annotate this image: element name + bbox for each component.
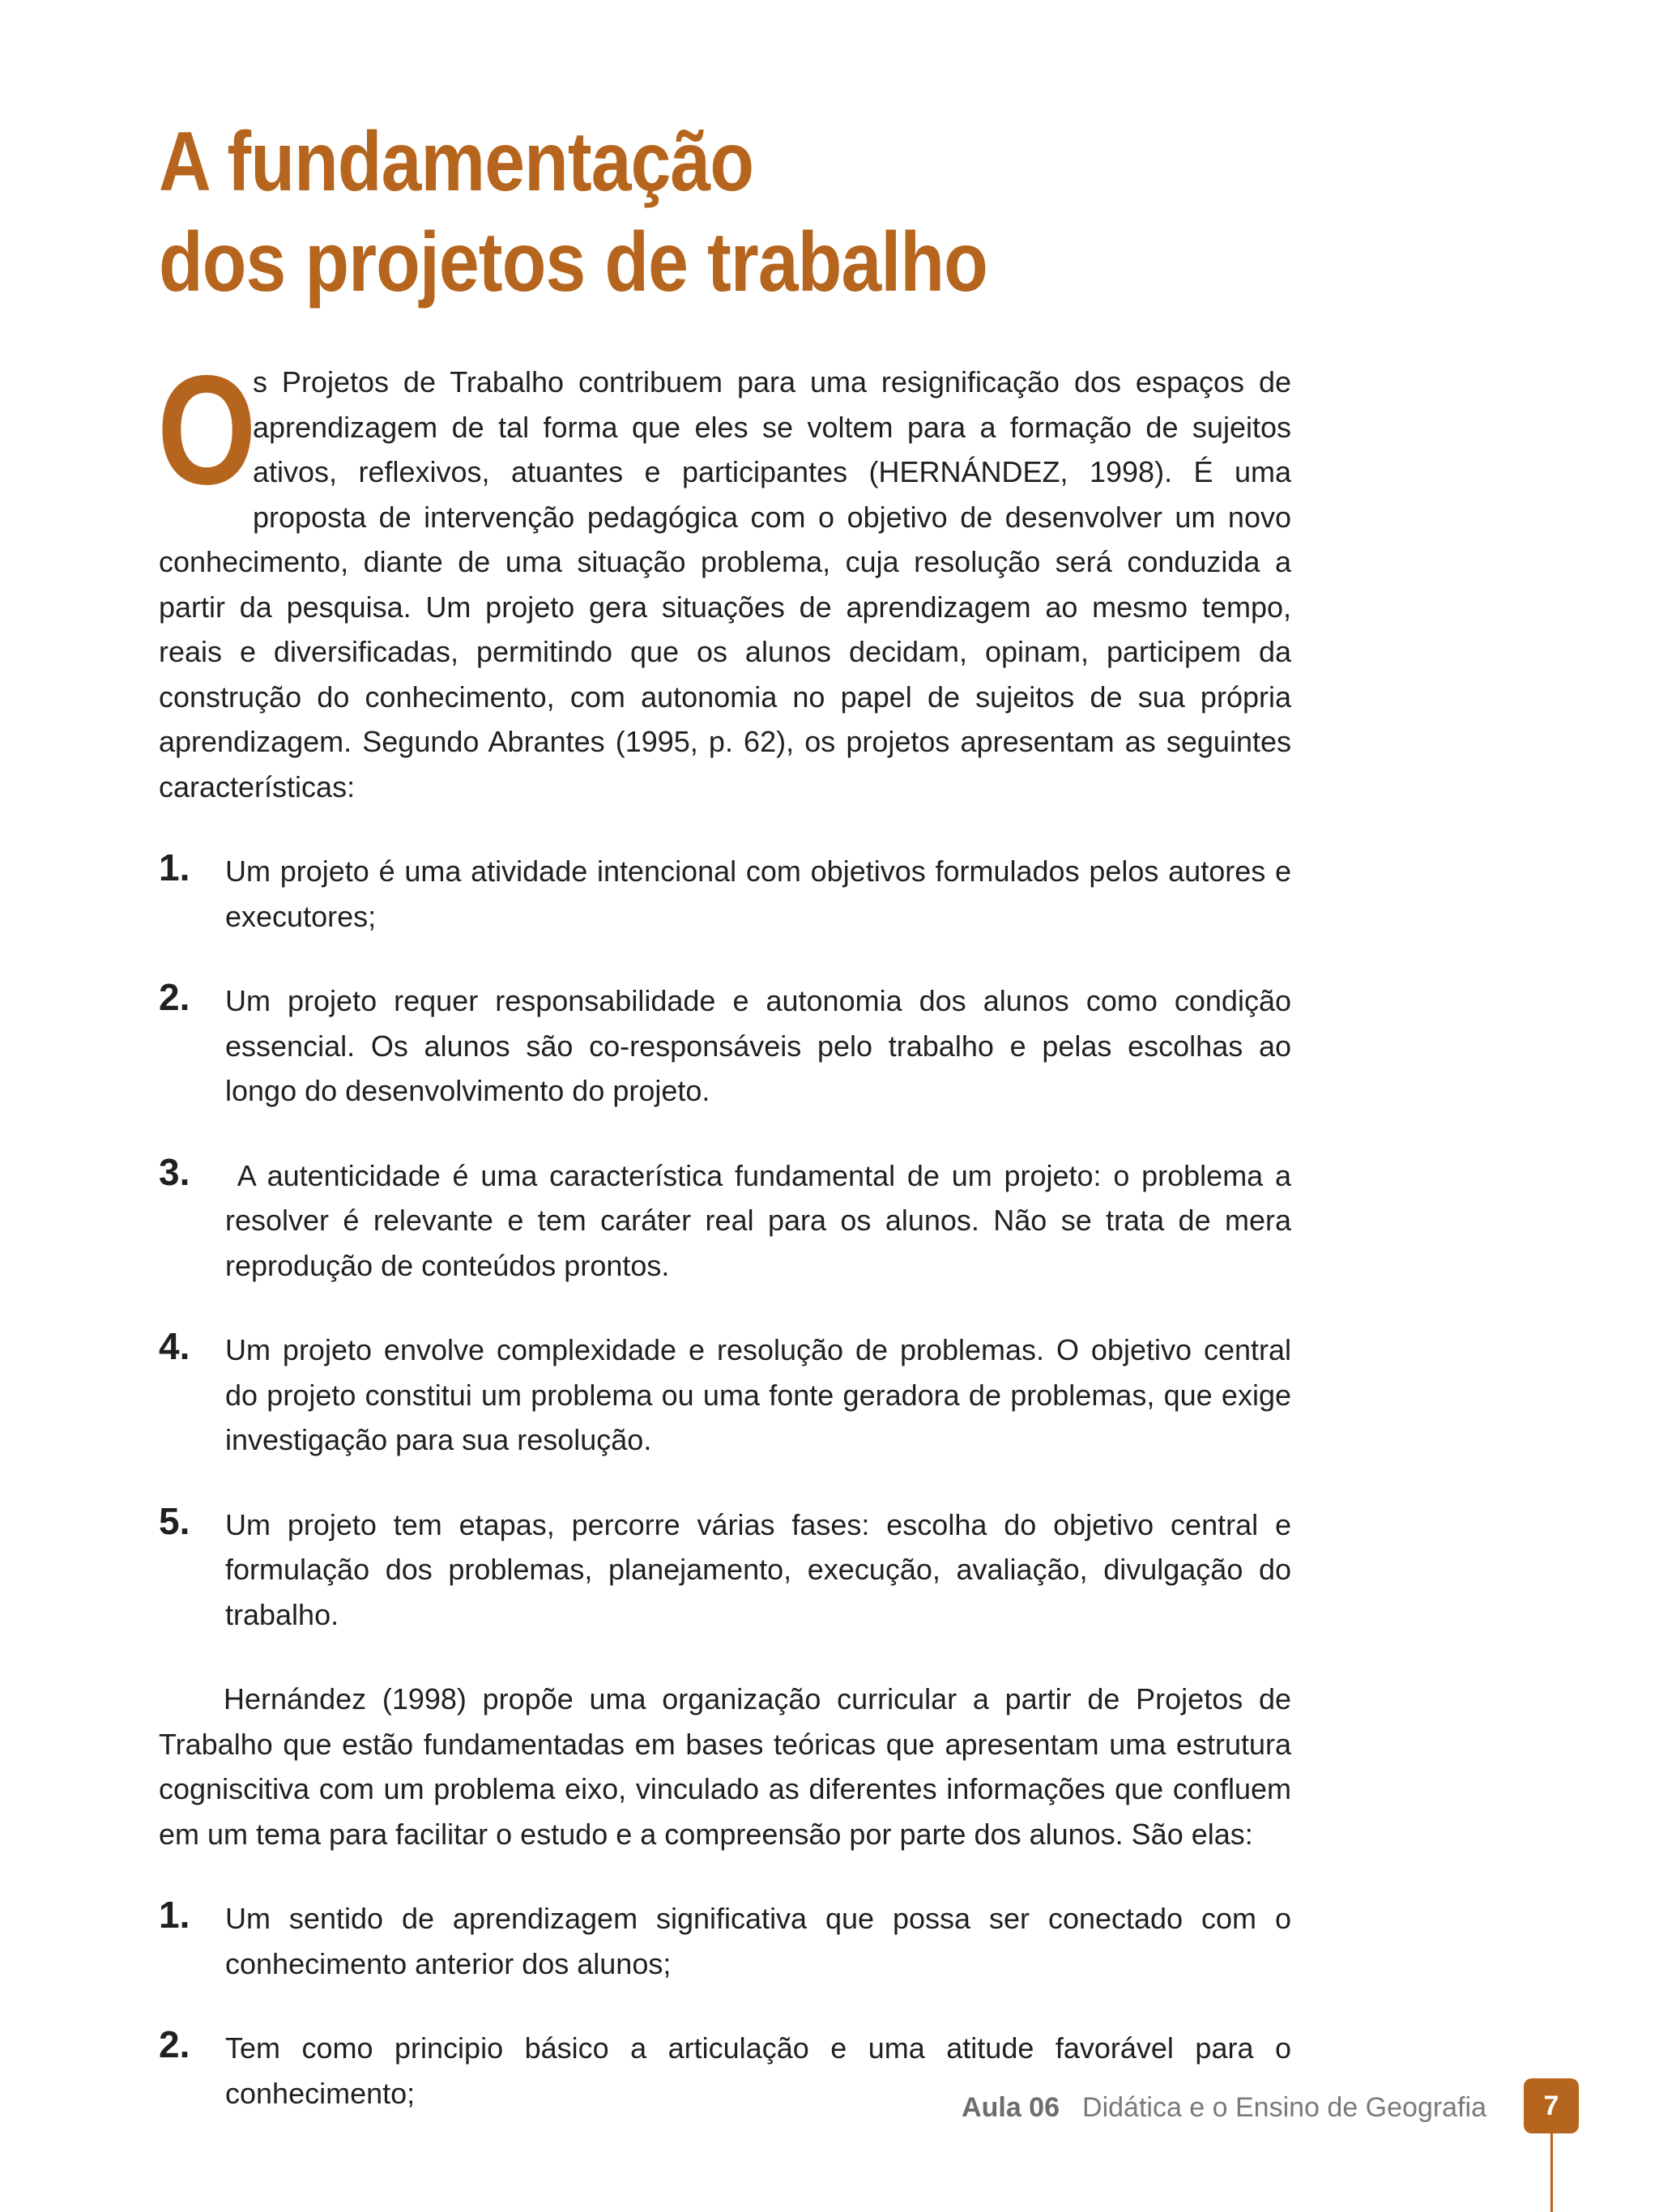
page-title <box>159 112 1204 313</box>
page-number-badge: 7 <box>1524 2078 1579 2133</box>
list-item-number: 2. <box>159 2023 190 2065</box>
footer-course-title: Didática e o Ensino de Geografia <box>1082 2092 1486 2123</box>
list-item-number: 5. <box>159 1499 190 1542</box>
list-item <box>159 1896 1291 1986</box>
list-item-text: Um projeto envolve complexidade e resolução de problemas. O objetivo central do projeto constitui um problema ou uma fonte geradora de problemas, que exige investigação para sua resolução. <box>225 1333 1291 1456</box>
page-title-line-1: A fundamentação <box>159 115 754 209</box>
list-item <box>159 1499 1291 1638</box>
intro-paragraph-text: s Projetos de Trabalho contribuem para uma resignificação dos espaços de aprendizagem de tal forma que eles se voltem para a formação de sujeitos ativos, reflexivos, atuantes e participantes (HERNÁNDEZ, 1998). É uma proposta de intervenção pedagógica com o objetivo de desenvolver um novo conhecimento, diante de uma situação problema, cuja resolução será conduzida a partir da pesquisa. Um projeto gera situações de aprendizagem ao mesmo tempo, reais e diversificadas, permitindo que os alunos decidam, opinam, participem da construção do conhecimento, com autonomia no papel de sujeitos de sua própria aprendizagem. Segundo Abrantes (1995, p. 62), os projetos apresentam as seguintes características: <box>159 365 1291 803</box>
main-content <box>157 343 1300 2116</box>
list-item <box>159 846 1291 939</box>
footer-lesson-label: Aula 06 <box>962 2092 1060 2123</box>
list-item-number: 1. <box>159 1894 190 1936</box>
list-item-number: 2. <box>159 976 190 1018</box>
page-number-line <box>1550 2133 1553 2212</box>
list-item-text: Um sentido de aprendizagem significativa que possa ser conectado com o conhecimento anterior dos alunos; <box>225 1902 1291 1980</box>
list-item-text: A autenticidade é uma característica fundamental de um projeto: o problema a resolver é relevante e tem caráter real para os alunos. Não se trata de mera reprodução de conteúdos prontos. <box>225 1158 1300 1282</box>
list-item <box>159 978 1291 1114</box>
drop-cap: O <box>157 343 257 517</box>
list-item-text: Um projeto tem etapas, percorre várias fases: escolha do objetivo central e formulação dos problemas, planejamento, execução, avaliação, divulgação do trabalho. <box>225 1507 1291 1631</box>
list-item-text: Um projeto requer responsabilidade e autonomia dos alunos como condição essencial. Os alunos são co-responsáveis pelo trabalho e pelas escolhas ao longo do desenvolvimento do projeto. <box>225 984 1291 1107</box>
page-title-line-2: dos projetos de trabalho <box>159 215 987 309</box>
intro-paragraph <box>157 343 1291 809</box>
list-item <box>159 1325 1291 1463</box>
footer-text <box>962 2091 1486 2124</box>
list-item-number: 1. <box>159 846 190 889</box>
page-footer <box>0 2078 1659 2212</box>
list-item-text: Um projeto é uma atividade intencional com objetivos formulados pelos autores e executores; <box>225 855 1291 933</box>
characteristics-list <box>159 846 1300 1637</box>
second-paragraph: Hernández (1998) propõe uma organização curricular a partir de Projetos de Trabalho que estão fundamentadas em bases teóricas que apresentam uma estrutura cogniscitiva com um problema eixo, vinculado as diferentes informações que confluem em um tema para facilitar o estudo e a compreensão por parte dos alunos. São elas: <box>159 1682 1291 1851</box>
list-item-text: Tem como principio básico a articulação e uma atitude favorável para o conhecimento; <box>225 2031 1291 2110</box>
list-item-number: 3. <box>159 1150 190 1193</box>
list-item <box>159 1150 1300 1289</box>
list-item-number: 4. <box>159 1325 190 1367</box>
